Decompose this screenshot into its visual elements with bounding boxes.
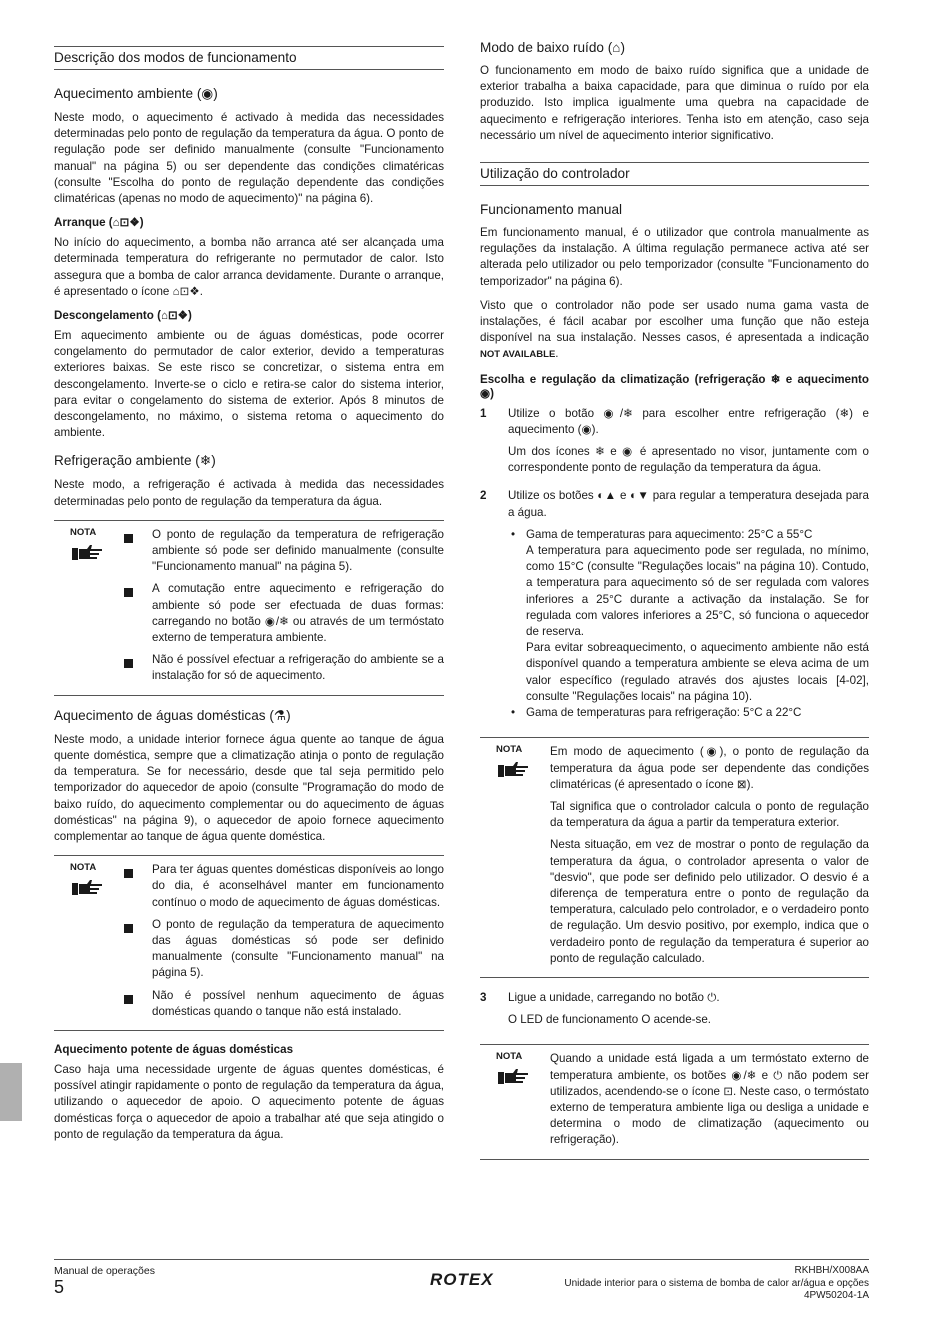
square-bullet-icon — [124, 588, 133, 597]
note-label: NOTA — [496, 1051, 523, 1063]
square-bullet-icon — [124, 659, 133, 668]
manual-text-2: Visto que o controlador não pode ser usado numa gama vasta de instalações, é fácil acabar por escolher uma função que não esteja disponível na sua instalação. Nesses casos, é apresentada a indicação NOT AVAILABLE. — [480, 298, 869, 361]
note-external-thermostat: NOTA Quando a unidade está ligada a um termóstato externo de temperatura ambiente, os botões ◉/❄ e ⏻ não podem ser utilizados, acendendo-se o ícone ⊡. Neste caso, o termóstato externo de temperatura ambiente liga ou desliga a unidade e determina o modo de climatização (aquecimento ou refrigeração). — [480, 1044, 869, 1159]
note-dhw — [54, 855, 444, 1031]
square-bullet-icon — [124, 924, 133, 933]
heading-choice: Escolha e regulação da climatização (refrigeração ❄ e aquecimento ◉) — [480, 372, 869, 400]
heading-defrost: Descongelamento (⌂⊡❖) — [54, 309, 192, 323]
footer-manual-label: Manual de operações — [54, 1265, 155, 1277]
heading-powerful-dhw: Aquecimento potente de águas domésticas — [54, 1042, 294, 1056]
step-1: 1 Utilize o botão ◉/❄ para escolher entre refrigeração (❄) e aquecimento (◉). Um dos ícones ❄ e ◉ é apresentado no visor, juntamente com o correspondente ponto de regulação da temperatura da água. — [480, 406, 869, 475]
square-bullet-icon — [124, 869, 133, 878]
powerful-dhw-text: Caso haja uma necessidade urgente de águas quentes domésticas, é possível atingir rapidamente o ponto de regulação da temperatura da água, utilizando o aquecedor de apoio. O aquecimento potente de águas domésticas força o aquecedor de apoio a trabalhar até que seja atingido o ponto de regulação da temperatura da água. — [54, 1062, 444, 1141]
left-column — [54, 40, 444, 1151]
temperature-ranges-list — [508, 527, 869, 721]
footer-model: RKHBH/X008AA — [794, 1265, 869, 1276]
footer-description: Unidade interior para o sistema de bomba de calor ar/água e opções — [564, 1277, 869, 1289]
side-tab-marker — [0, 1063, 22, 1121]
low-noise-text: O funcionamento em modo de baixo ruído significa que a unidade de exterior trabalha a baixa capacidade, para que diminua o ruído por ela produzido. Isto implica igualmente uma quebra na capacidade de aquecimento e refrigeração interiores. Tenha isto em atenção, caso seja necessário um nível de aquecimento interior significativo. — [480, 64, 869, 142]
page-number: 5 — [54, 1277, 65, 1297]
square-bullet-icon — [124, 534, 133, 543]
heading-space-cooling: Refrigeração ambiente (❄) — [54, 453, 216, 469]
note-item: O ponto de regulação da temperatura de refrigeração ambiente só pode ser definido manualmente (consulte "Funcionamento manual" na página 5). — [124, 527, 444, 576]
right-column — [480, 40, 869, 1172]
pointing-hand-icon — [496, 1066, 530, 1086]
startup-text: No início do aquecimento, a bomba não arranca até ser alcançada uma determinada temperatura do refrigerante no permutador de calor. Isto assegura que a bomba de calor arranca devidamente. Durante o arranque, é apresentado o ícone ⌂⊡❖. — [54, 236, 444, 298]
heading-startup: Arranque (⌂⊡❖) — [54, 216, 144, 230]
manual-text-1: Em funcionamento manual, é o utilizador que controla manualmente as regulações da instalação. A última regulação permanece activa até ser alterada pelo utilizador ou pelo temporizador (consulte "Funcionamento do temporizador" na página 6). — [480, 226, 869, 288]
note-label: NOTA — [496, 744, 523, 756]
space-cooling-text: Neste modo, a refrigeração é activada à medida das necessidades determinadas pelo ponto de regulação da temperatura da água. — [54, 478, 444, 508]
heading-dhw: Aquecimento de águas domésticas (⚗) — [54, 707, 291, 723]
list-item: • Gama de temperaturas para aquecimento: 25°C a 55°C A temperatura para aquecimento pode ser regulada, no mínimo, como 15°C (consulte "Regulações locais" na página 10). Contudo, a temperatura para aquecimento só de ser regulada com valores inferiores a 25°C durante a activação da instalação. Se for regulada com valores inferiores a 25°C, só funciona o aquecedor de reserva. Para evitar sobreaquecimento, o aquecimento ambiente não está disponível quando a temperatura ambiente se eleva acima de um valor específico (regulado através dos ajustes locais [4-02], consulte "Regulações locais" na página 10). — [508, 527, 869, 705]
note-item: Não é possível nenhum aquecimento de águas domésticas quando o tanque não está instalado. — [124, 988, 444, 1020]
section-title-controller: Utilização do controlador — [480, 162, 869, 186]
not-available-code: NOT AVAILABLE — [480, 349, 556, 361]
defrost-text: Em aquecimento ambiente ou de águas domésticas, pode ocorrer congelamento do permutador de calor exterior, devido a temperaturas exteriores baixas. Se este risco se concretizar, o sistema entra em descongelamento. Inverte-se o ciclo e retira-se calor do sistema interior, para evitar o congelamento do sistema de exterior. Após 8 minutos de descongelamento, no máximo, o sistema retoma o aquecimento do ambiente. — [54, 329, 444, 440]
pointing-hand-icon — [70, 542, 104, 562]
pointing-hand-icon — [70, 877, 104, 897]
rotex-logo: ROTEX — [430, 1270, 494, 1289]
square-bullet-icon — [124, 995, 133, 1004]
note-weather-dependent: NOTA Em modo de aquecimento (◉), o ponto de regulação da temperatura da água pode ser dependente das condições climatéricas (é apresentado o ícone ⊠). Tal significa que o controlador calcula o ponto de regulação da temperatura da água a partir da temperatura exterior. Nesta situação, em vez de mostrar o ponto de regulação da temperatura da água, o controlador apresenta o valor de "desvio", que pode ser definido pelo utilizador. O desvio é a diferença de temperatura entre o ponto de regulação da temperatura, calculado pelo controlador, e o verdadeiro ponto de regulação. Um desvio positivo, por exemplo, indica que o verdadeiro ponto de regulação da temperatura é superior ao ponto de regulação calculado. — [480, 737, 869, 978]
footer-doc-info — [564, 1265, 869, 1303]
heading-manual: Funcionamento manual — [480, 202, 623, 218]
note-label: NOTA — [70, 526, 97, 538]
heading-low-noise: Modo de baixo ruído (⌂) — [480, 40, 625, 55]
note-cooling — [54, 520, 444, 696]
footer-divider — [54, 1259, 869, 1260]
dhw-text: Neste modo, a unidade interior fornece água quente ao tanque de água quente doméstica, sempre que a climatização atinja o ponto de regulação da temperatura. Se for necessário, desde que tal seja permitido pelo temporizador do aquecedor de apoio (consulte "Programação do modo de baixo ruído, do aquecimento complementar ou do aquecimento de águas domésticas" na página 9), o aquecedor de apoio fornece aquecimento complementar ao tanque de água quente doméstica. — [54, 732, 444, 843]
space-heating-text: Neste modo, o aquecimento é activado à medida das necessidades determinadas pelo ponto de regulação da temperatura da água. O ponto de regulação pode ser definido manualmente (consulte "Funcionamento manual" na página 5) ou ser dependente das condições climatéricas (consulte "Escolha do ponto de regulação dependente das condições climatéricas (apenas no modo de aquecimento)" na página 6). — [54, 111, 444, 206]
section-title-modes: Descrição dos modos de funcionamento — [54, 46, 444, 70]
step-3: 3 Ligue a unidade, carregando no botão ⏻. O LED de funcionamento O acende-se. — [480, 990, 720, 1027]
step-2: 2 Utilize os botões ◐▲ e ◐▼ para regular a temperatura desejada para a água. • Gama de temperaturas para aquecimento: 25°C a 55°C A temperatura para aquecimento pode ser regulada, no mínimo, como 15°C (consulte "Regulações locais" na página 10). Contudo, a temperatura para aquecimento só de ser regulada com valores inferiores a 25°C durante a activação da instalação. Se for regulada com valores inferiores a 25°C, só funciona o aquecedor de reserva. Para evitar sobreaquecimento, o aquecimento ambiente não está disponível quando a temperatura ambiente se eleva acima de um valor específico (regulado através dos ajustes locais [4-02], consulte "Regulações locais" na página 10). • Gama de temperaturas para refrigeração: 5°C a 22°C — [480, 488, 869, 727]
note-label: NOTA — [70, 862, 97, 874]
note-item: O ponto de regulação da temperatura de aquecimento das águas domésticas só pode ser definido manualmente (consulte "Funcionamento manual" na página 5). — [124, 917, 444, 982]
footer-doc-code: 4PW50204-1A — [803, 1290, 869, 1301]
heading-space-heating: Aquecimento ambiente (◉) — [54, 86, 218, 101]
note-item: Não é possível efectuar a refrigeração do ambiente se a instalação for só de aquecimento. — [124, 652, 444, 684]
pointing-hand-icon — [496, 759, 530, 779]
note-item: A comutação entre aquecimento e refrigeração do ambiente só pode ser efectuada de duas formas: carregando no botão ◉/❄ ou através de um termóstato externo de temperatura ambiente. — [124, 581, 444, 646]
list-item: • Gama de temperaturas para refrigeração: 5°C a 22°C — [508, 705, 869, 721]
note-item: Para ter águas quentes domésticas disponíveis ao longo do dia, é aconselhável manter em funcionamento contínuo o modo de aquecimento de águas domésticas. — [124, 862, 444, 911]
